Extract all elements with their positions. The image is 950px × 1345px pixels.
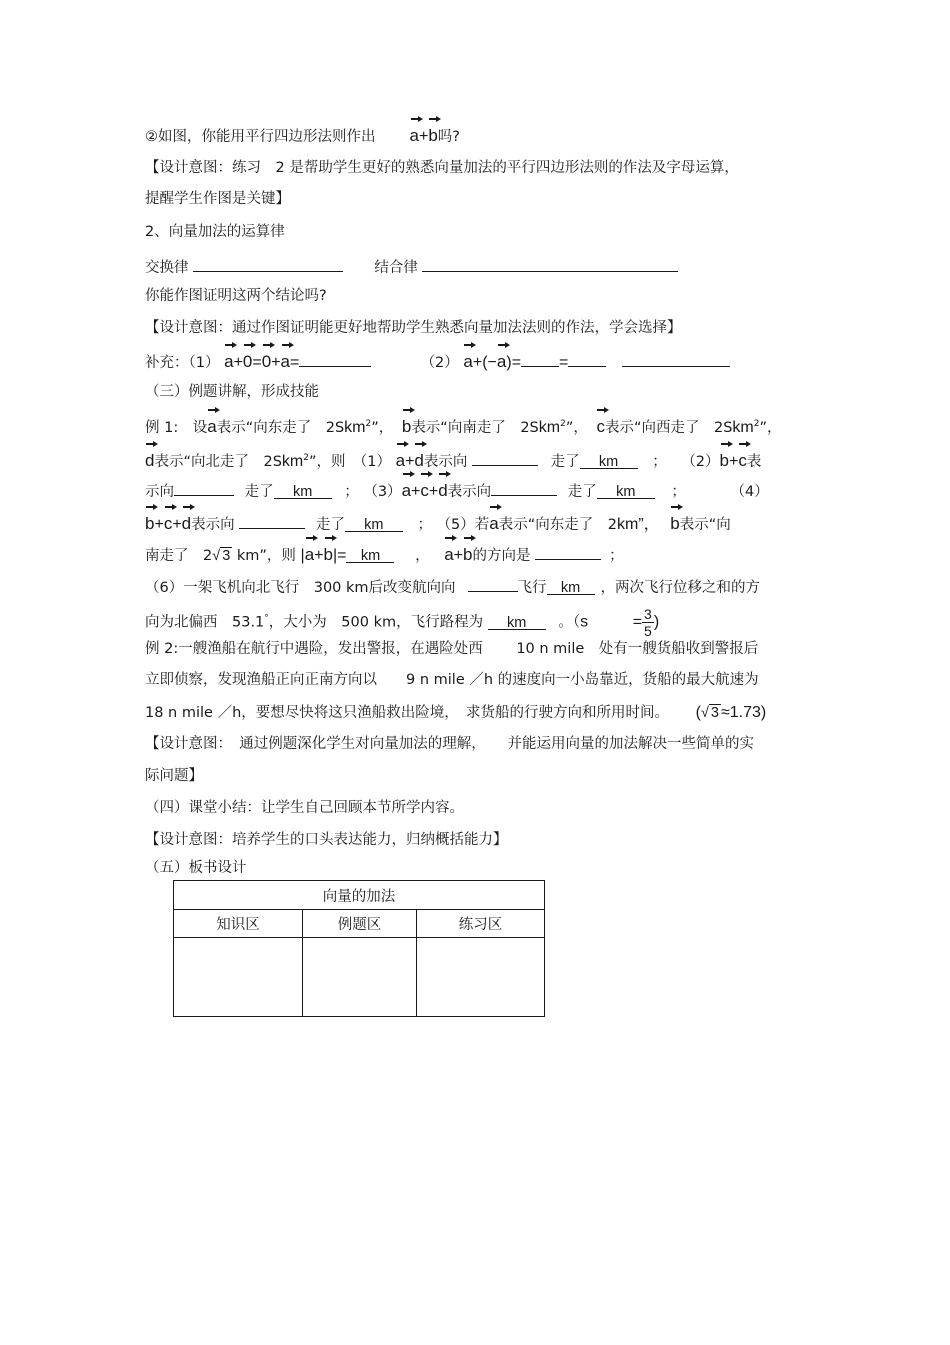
text-line: ②如图，你能用平行四边形法则作出 a+b吗?: [145, 126, 460, 145]
board-title: 向量的加法: [174, 881, 545, 910]
board-design-table: [173, 880, 545, 1017]
example1-line1: 例 1: 设a表示“向东走了 2Skm$^2$”， b表示“向南走了 2Skm$^2$”， c表示“向西走了 2Skm$^2$”，: [145, 416, 782, 436]
fraction: $\frac{3}{5}$: [644, 606, 652, 639]
blank-associative: [422, 255, 678, 272]
column-examples: 例题区: [303, 910, 417, 938]
blank-commutative: [193, 255, 343, 272]
section-heading: （三）例题讲解，形成技能: [145, 384, 319, 400]
board-cell: [303, 938, 417, 1017]
design-intent-cont: 提醒学生作图是关键】: [145, 191, 290, 207]
example2-line2: 立即侦察，发现渔船正向正南方向以 9 n mile ／h 的速度向一小岛靠近，货船的最大航速为: [145, 672, 759, 688]
example2-line3: 18 n mile ／h，要想尽快将这只渔船救出险境， 求货船的行驶方向和所用时间。 (√ 3 ≈1.73): [145, 704, 767, 721]
example1-line6: （6）一架飞机向北飞行 300 km后改变航向向 飞行 km ，两次飞行位移之和的方: [145, 575, 760, 598]
example1-line5: 南走了 2√ 3 km”，则 |a+b|= km ， a+b的方向是 ；: [145, 545, 624, 564]
design-intent: 【设计意图：培养学生的口头表达能力，归纳概括能力】: [145, 832, 508, 848]
section-heading: （五）板书设计: [145, 860, 247, 876]
example1-line7: 向为北偏西 53.1°，大小为 500 km，飞行路程为 km 。（s = $\frac{3}{5}$ ): [145, 606, 660, 639]
example1-line2: d表示“向北走了 2Skm$^2$”，则 （1） a+d表示向 走了 km ； （2）b+c表: [145, 450, 762, 470]
design-intent: 【设计意图：练习 2 是帮助学生更好的熟悉向量加法的平行四边形法则的作法及字母运算，: [145, 160, 739, 176]
example1-line3: 示向 走了 km ； （3）a+c+d表示向 走了 km ； （4）: [145, 481, 769, 500]
section-heading: （四）课堂小结：让学生自己回顾本节所学内容。: [145, 800, 464, 816]
supplement-line: 补充：（1） a+0=0+a= （2） a+(−a)= =: [145, 350, 730, 373]
text: ②如图，你能用平行四边形法则作出: [145, 129, 376, 145]
vector-b: b: [428, 126, 438, 145]
board-cell: [174, 938, 303, 1017]
section-heading: 2、向量加法的运算律: [145, 224, 285, 240]
design-intent: 【设计意图： 通过例题深化学生对向量加法的理解， 并能运用向量的加法解决一些简单的实: [145, 736, 754, 752]
design-intent: 【设计意图：通过作图证明能更好地帮助学生熟悉向量加法法则的作法，学会选择】: [145, 320, 682, 336]
vector-a: a: [409, 126, 419, 145]
board-cell: [417, 938, 545, 1017]
example2-line1: 例 2:一艘渔船在航行中遇险，发出警报，在遇险处西 10 n mile 处有一艘货船收到警报后: [145, 641, 759, 657]
example1-line4: b+c+d表示向 走了 km ； （5）若a表示“向东走了 2km”， b表示“向: [145, 514, 731, 533]
column-knowledge: 知识区: [174, 910, 303, 938]
design-intent-cont: 际问题】: [145, 768, 203, 784]
laws-line: 交换律 结合律: [145, 255, 678, 278]
column-exercises: 练习区: [417, 910, 545, 938]
question-line: 你能作图证明这两个结论吗?: [145, 288, 327, 304]
